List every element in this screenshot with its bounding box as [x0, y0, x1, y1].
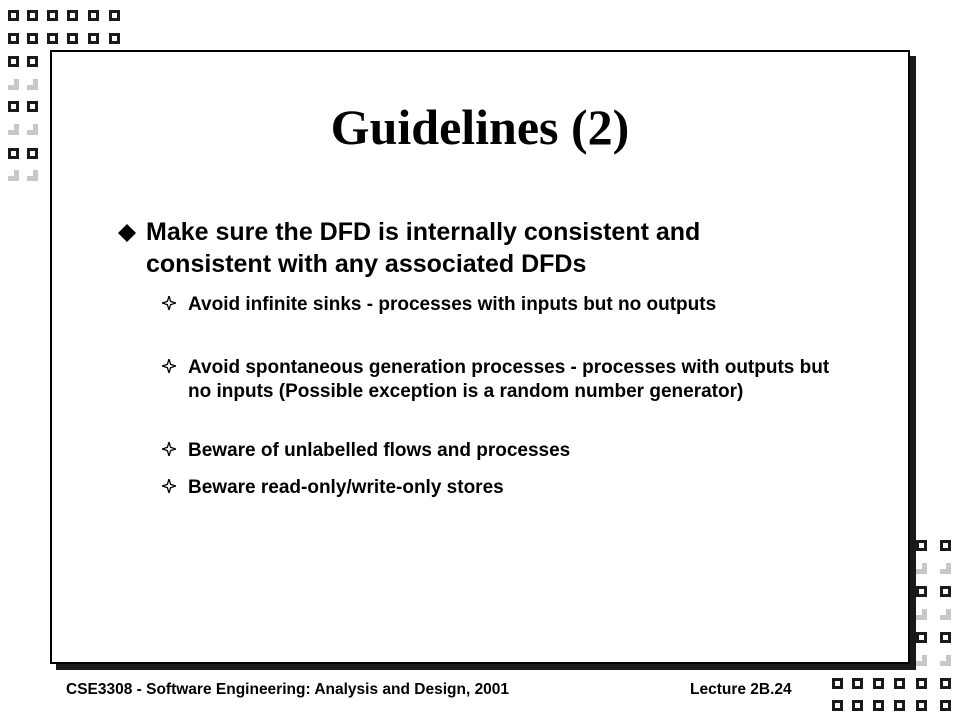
decorative-square [109, 10, 120, 21]
decorative-square [8, 56, 19, 67]
decorative-square [873, 700, 884, 711]
four-point-star-bullet-icon [162, 442, 176, 456]
decorative-square [47, 33, 58, 44]
decorative-square [8, 10, 19, 21]
decorative-square [940, 609, 951, 620]
decorative-square [940, 563, 951, 574]
four-point-star-bullet-icon [162, 479, 176, 493]
decorative-square [873, 678, 884, 689]
four-point-star-bullet-icon [162, 359, 176, 373]
decorative-square [940, 700, 951, 711]
decorative-square [832, 700, 843, 711]
sub-bullet-text: Avoid infinite sinks - processes with inputs but no outputs [188, 294, 717, 315]
decorative-square [916, 609, 927, 620]
four-point-star-bullet-icon [162, 296, 176, 310]
decorative-square [916, 540, 927, 551]
decorative-square [109, 33, 120, 44]
decorative-square [916, 586, 927, 597]
decorative-square [916, 632, 927, 643]
decorative-square [67, 33, 78, 44]
decorative-square [8, 79, 19, 90]
decorative-square [916, 563, 927, 574]
decorative-square [852, 678, 863, 689]
decorative-square [916, 700, 927, 711]
sub-bullet-text: Beware read-only/write-only stores [188, 477, 504, 498]
footer-lecture-number: Lecture 2B.24 [690, 681, 792, 698]
decorative-square [940, 540, 951, 551]
decorative-square [8, 33, 19, 44]
decorative-square [852, 700, 863, 711]
decorative-square [27, 33, 38, 44]
decorative-square [27, 10, 38, 21]
decorative-square [8, 170, 19, 181]
decorative-square [916, 655, 927, 666]
decorative-square [27, 56, 38, 67]
sub-bullet-text: Avoid spontaneous generation processes - processes with outputs but no inputs (Possible exception is a random number generator) [188, 357, 830, 402]
footer-course: CSE3308 - Software Engineering: Analysis and Design, 2001 [66, 681, 510, 698]
decorative-square [894, 678, 905, 689]
slide-title: Guidelines (2) [330, 99, 630, 155]
decorative-square [940, 655, 951, 666]
decorative-square [67, 10, 78, 21]
main-bullet-text: Make sure the DFD is internally consistent and consistent with any associated DFDs [146, 218, 701, 278]
decorative-square [832, 678, 843, 689]
diamond-bullet-icon [118, 224, 136, 242]
decorative-square [940, 678, 951, 689]
decorative-square [916, 678, 927, 689]
decorative-square [47, 10, 58, 21]
sub-bullet-text: Beware of unlabelled flows and processes [188, 440, 571, 461]
decorative-square [940, 632, 951, 643]
decorative-square [27, 79, 38, 90]
decorative-square [88, 33, 99, 44]
decorative-square [27, 170, 38, 181]
decorative-square [940, 586, 951, 597]
decorative-square [894, 700, 905, 711]
decorative-square [88, 10, 99, 21]
